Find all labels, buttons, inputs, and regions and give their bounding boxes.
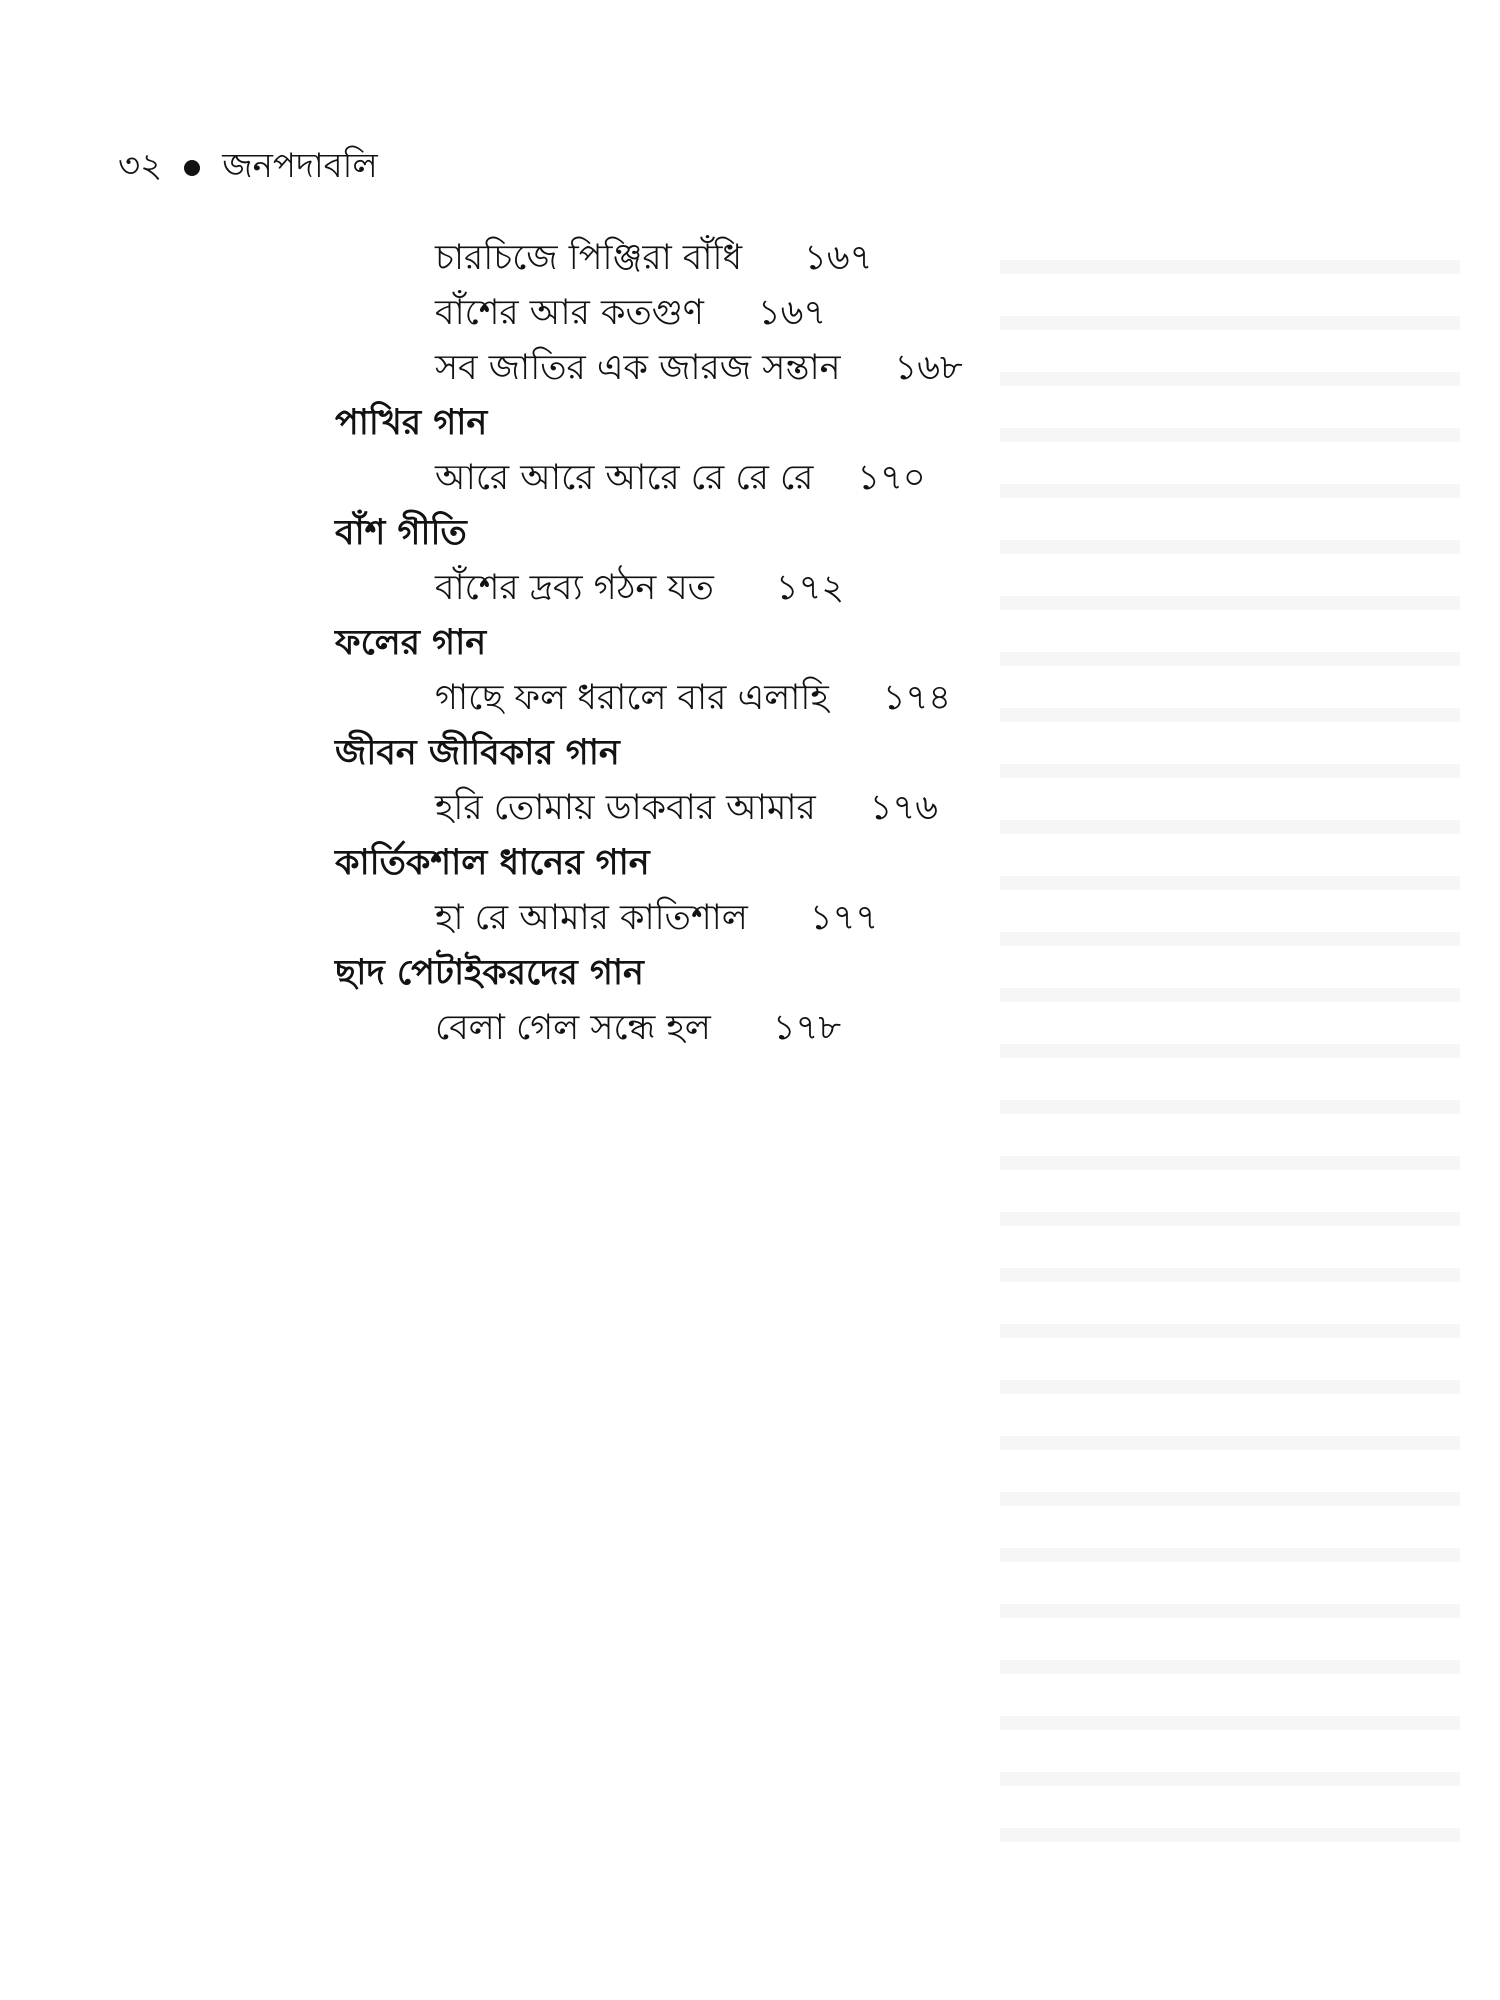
toc-section-heading xyxy=(335,947,1235,1002)
toc-section-heading xyxy=(335,837,1235,892)
toc-section-heading xyxy=(335,617,1235,672)
toc-entry xyxy=(335,892,1235,947)
toc-entry xyxy=(335,672,1235,727)
toc-entry-title: বাঁশের আর কতগুণ xyxy=(435,293,704,333)
toc-entry-title: চারচিজে পিঞ্জিরা বাঁধি xyxy=(435,238,743,278)
toc-entry-title: আরে আরে আরে রে রে রে xyxy=(435,458,814,498)
toc-entry-title: হা রে আমার কাতিশাল xyxy=(435,898,748,938)
toc-heading-title: পাখির গান xyxy=(335,403,488,443)
toc-entry xyxy=(335,287,1235,342)
toc-entry-page: ১৭৮ xyxy=(772,1008,842,1048)
toc-entry xyxy=(335,232,1235,287)
toc-heading-title: বাঁশ গীতি xyxy=(335,513,467,553)
toc-section-heading xyxy=(335,397,1235,452)
toc-entry-title: বেলা গেল সন্ধে হল xyxy=(435,1008,711,1048)
toc-entry-page: ১৭০ xyxy=(857,458,926,498)
toc-entry-page: ১৬৮ xyxy=(894,348,963,388)
toc-entry xyxy=(335,1002,1235,1057)
toc-entry xyxy=(335,452,1235,507)
running-head xyxy=(118,140,378,196)
toc-entry xyxy=(335,562,1235,617)
toc-entry xyxy=(335,342,1235,397)
toc-entry xyxy=(335,782,1235,837)
book-title: জনপদাবলি xyxy=(222,145,378,186)
table-of-contents xyxy=(335,232,1235,1057)
toc-entry-page: ১৭২ xyxy=(775,568,845,608)
toc-entry-title: বাঁশের দ্রব্য গঠন যত xyxy=(435,568,714,608)
bullet-separator-icon xyxy=(184,160,200,176)
page-number: ৩২ xyxy=(118,145,163,186)
toc-heading-title: কার্তিকশাল ধানের গান xyxy=(335,843,650,883)
toc-section-heading xyxy=(335,727,1235,782)
toc-entry-title: হরি তোমায় ডাকবার আমার xyxy=(435,788,816,828)
toc-heading-title: ফলের গান xyxy=(335,623,487,663)
toc-heading-title: জীবন জীবিকার গান xyxy=(335,733,620,773)
toc-entry-page: ১৭৭ xyxy=(809,898,879,938)
toc-entry-title: গাছে ফল ধরালে বার এলাহি xyxy=(435,678,829,718)
toc-section-heading xyxy=(335,507,1235,562)
toc-entry-page: ১৬৭ xyxy=(804,238,873,278)
toc-entry-page: ১৬৭ xyxy=(757,293,827,333)
toc-entry-page: ১৭৪ xyxy=(882,678,952,718)
toc-entry-page: ১৭৬ xyxy=(869,788,939,828)
toc-heading-title: ছাদ পেটাইকরদের গান xyxy=(335,953,644,993)
toc-entry-title: সব জাতির এক জারজ সন্তান xyxy=(435,348,841,388)
